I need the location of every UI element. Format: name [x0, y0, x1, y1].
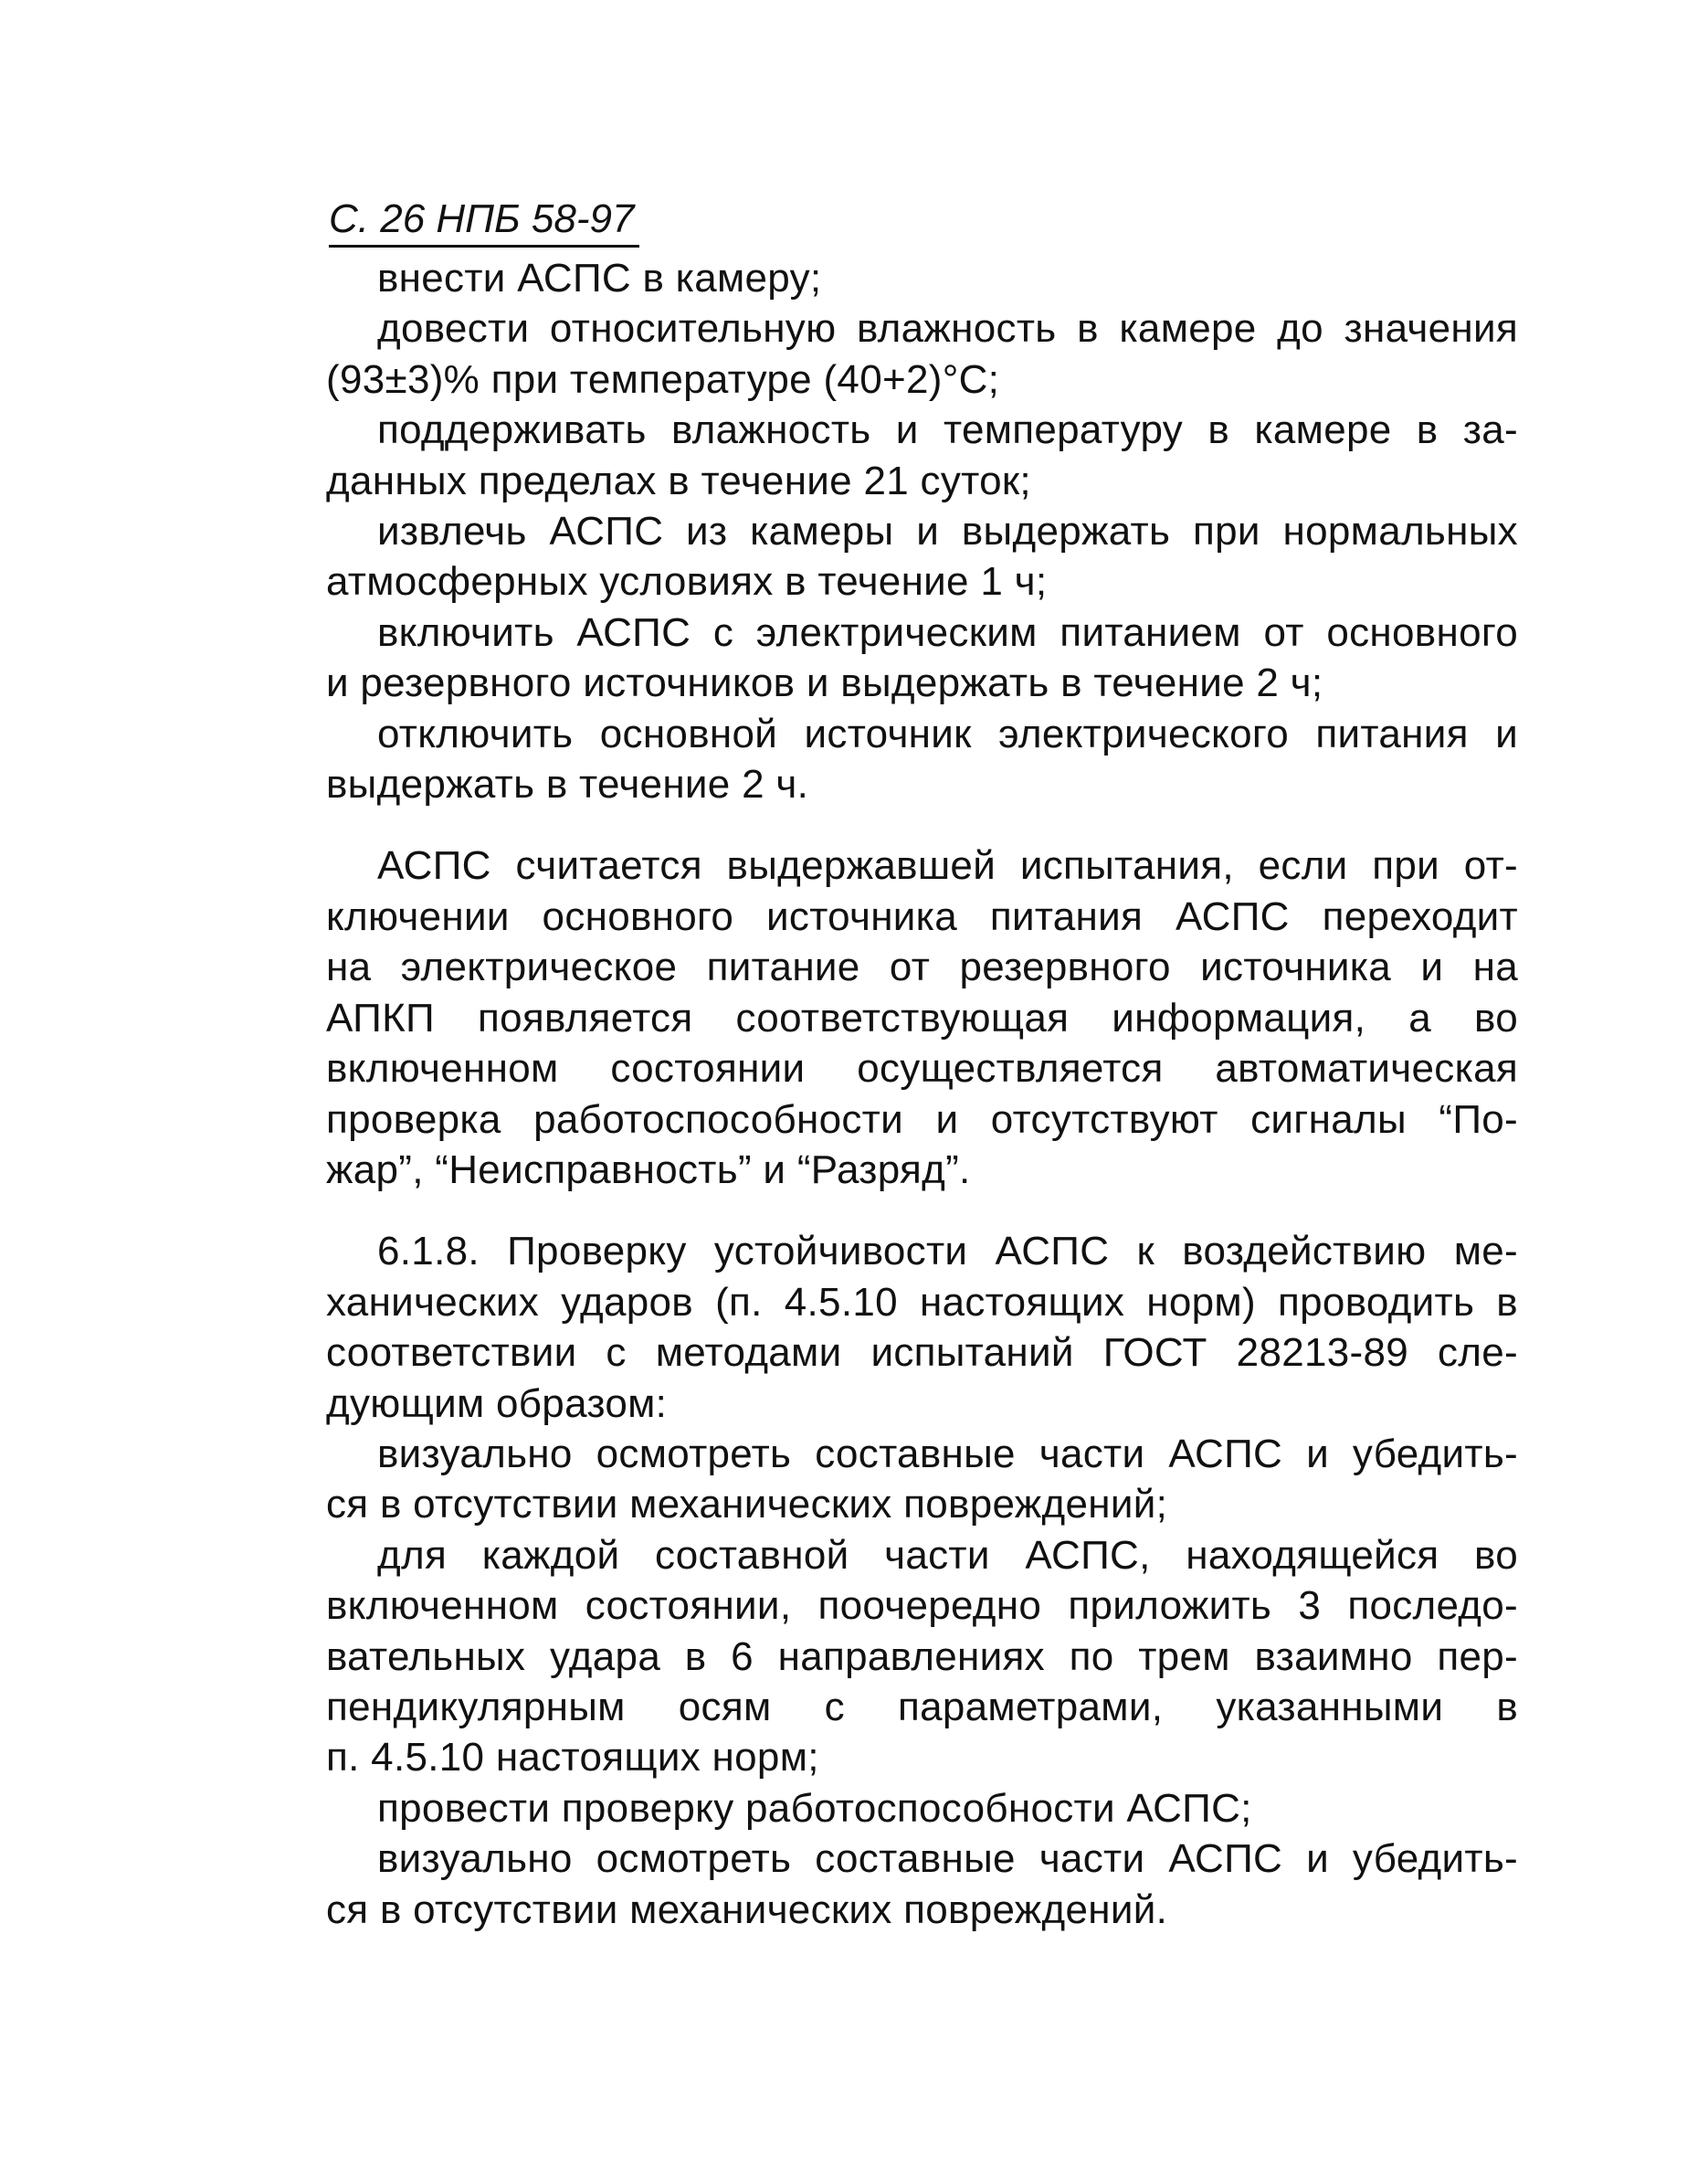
paragraph — [326, 253, 1518, 303]
text-line: выдержать в течение 2 ч. — [326, 762, 809, 808]
text-line: довести относительную влажность в камере до значения — [377, 306, 1518, 352]
text-line: и резервного источников и выдержать в течение 2 ч; — [326, 660, 1323, 706]
paragraph — [326, 303, 1518, 405]
text-line: ся в отсутствии механических повреждений. — [326, 1886, 1168, 1932]
text-line: извлечь АСПС из камеры и выдержать при нормальных — [377, 509, 1518, 555]
text-line: АСПС считается выдержавшей испытания, если при от- — [377, 843, 1518, 889]
paragraph — [326, 1530, 1518, 1783]
text-line: визуально осмотреть составные части АСПС и убедить- — [377, 1836, 1518, 1882]
paragraph — [326, 1834, 1518, 1935]
text-line: атмосферных условиях в течение 1 ч; — [326, 559, 1048, 605]
text-line: вательных удара в 6 направлениях по трем взаимно пер- — [326, 1633, 1518, 1679]
paragraph — [326, 840, 1518, 1195]
text-line: включенном состоянии осуществляется автоматическая — [326, 1046, 1518, 1092]
text-line: ключении основного источника питания АСПС переходит — [326, 893, 1518, 939]
paragraph — [326, 1783, 1518, 1834]
text-line: (93±3)% при температуре (40+2)°С; — [326, 356, 1000, 402]
text-line: соответствии с методами испытаний ГОСТ 28213-89 сле- — [326, 1330, 1518, 1376]
text-line: проверка работоспособности и отсутствуют сигналы “По- — [326, 1096, 1518, 1142]
text-line: жар”, “Неисправность” и “Разряд”. — [326, 1147, 971, 1192]
text-line: ся в отсутствии механических повреждений; — [326, 1482, 1168, 1527]
text-line: п. 4.5.10 настоящих норм; — [326, 1735, 819, 1781]
text-line: провести проверку работоспособности АСПС; — [377, 1785, 1252, 1831]
text-line: 6.1.8. Проверку устойчивости АСПС к воздействию ме- — [377, 1229, 1518, 1274]
paragraph-gap — [326, 1195, 1518, 1226]
text-line: визуально осмотреть составные части АСПС и убедить- — [377, 1431, 1518, 1476]
paragraph — [326, 1226, 1518, 1429]
text-line: дующим образом: — [326, 1380, 668, 1426]
text-line: АПКП появляется соответствующая информация, а во — [326, 995, 1518, 1041]
paragraph — [326, 709, 1518, 810]
text-line: для каждой составной части АСПС, находящейся во — [377, 1532, 1518, 1578]
text-line: включить АСПС с электрическим питанием от основного — [377, 609, 1518, 655]
document-body — [326, 253, 1518, 1935]
paragraph — [326, 405, 1518, 506]
text-line: данных пределах в течение 21 суток; — [326, 458, 1031, 503]
page-header: С. 26 НПБ 58-97 — [329, 194, 639, 248]
paragraph — [326, 506, 1518, 608]
text-line: поддерживать влажность и температуру в камере в за- — [377, 407, 1518, 453]
text-line: ханических ударов (п. 4.5.10 настоящих норм) проводить в — [326, 1279, 1518, 1325]
text-line: пендикулярным осям с параметрами, указанными в — [326, 1684, 1518, 1729]
text-line: отключить основной источник электрического питания и — [377, 711, 1518, 756]
paragraph-gap — [326, 809, 1518, 840]
text-line: на электрическое питание от резервного источника и на — [326, 945, 1518, 990]
text-line: внести АСПС в камеру; — [377, 256, 822, 301]
paragraph — [326, 608, 1518, 709]
paragraph — [326, 1429, 1518, 1530]
text-line: включенном состоянии, поочередно приложить 3 последо- — [326, 1583, 1518, 1629]
